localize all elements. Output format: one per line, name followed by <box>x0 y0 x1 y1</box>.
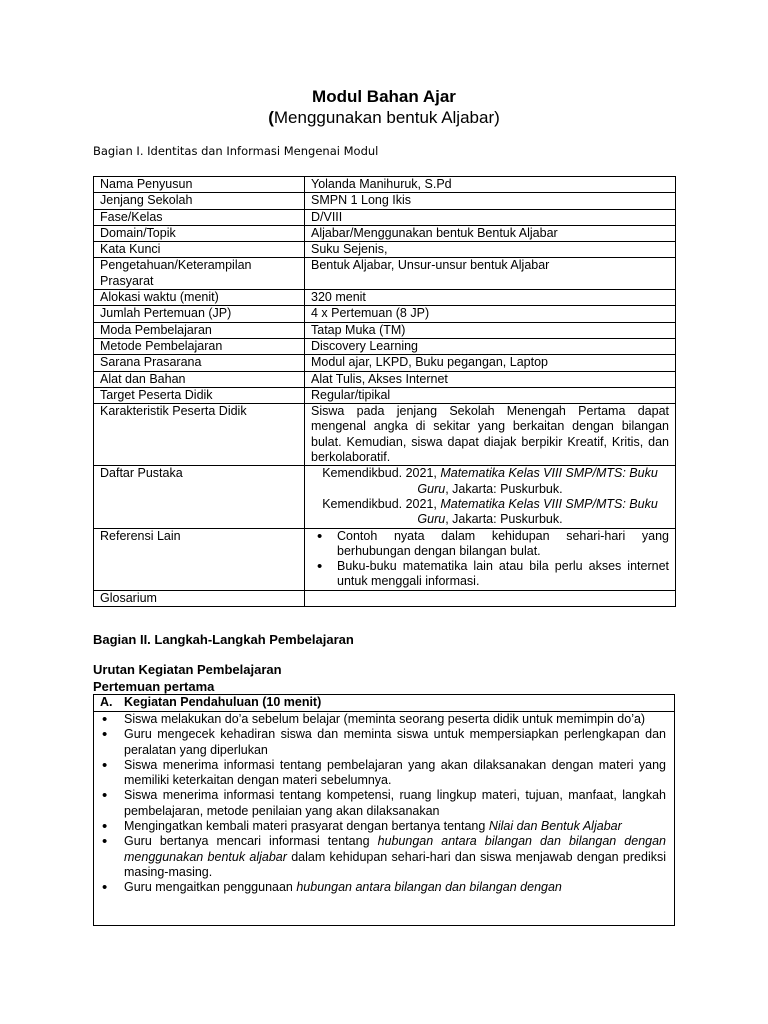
cell-value: Tatap Muka (TM) <box>305 322 676 338</box>
cell-label: Kata Kunci <box>94 242 305 258</box>
item-text: dalam kehidupan sehari-hari dan siswa menjawab dengan prediksi masing-masing. <box>124 849 666 879</box>
cell-value: Modul ajar, LKPD, Buku pegangan, Laptop <box>305 355 676 371</box>
table-row <box>94 371 676 387</box>
table-row <box>94 177 676 193</box>
cell-value: Yolanda Manihuruk, S.Pd <box>305 177 676 193</box>
item-emphasis: hubungan antara bilangan dan bilangan dengan <box>296 880 562 895</box>
table-row <box>94 306 676 322</box>
list-item: • Siswa melakukan do’a sebelum belajar (meminta seorang peserta didik untuk memimpin do’a) <box>124 712 666 727</box>
list-item <box>124 880 666 895</box>
reference-publisher: , Jakarta: Puskurbuk. <box>445 481 563 496</box>
table-row <box>94 355 676 371</box>
cell-value: D/VIII <box>305 209 676 225</box>
identity-table <box>93 176 676 607</box>
list-item: • Buku-buku matematika lain atau bila perlu akses internet untuk menggali informasi. <box>337 559 669 590</box>
cell-label: Glosarium <box>94 590 305 606</box>
cell-label: Alat dan Bahan <box>94 371 305 387</box>
reference-entry <box>311 466 669 497</box>
cell-label: Sarana Prasarana <box>94 355 305 371</box>
reference-publisher: , Jakarta: Puskurbuk. <box>445 512 563 527</box>
list-item <box>124 834 666 880</box>
document-subtitle <box>0 108 768 128</box>
cell-label: Alokasi waktu (menit) <box>94 290 305 306</box>
item-text: Mengingatkan kembali materi prasyarat dengan bertanya tentang <box>124 819 489 834</box>
list-item: • Siswa menerima informasi tentang pembelajaran yang akan dilaksanakan dengan materi yang memiliki keterkaitan dengan materi sebelumnya. <box>124 758 666 789</box>
cell-value: Siswa pada jenjang Sekolah Menengah Pertama dapat mengenal angka di sekitar yang berkaitan dengan bilangan bulat. Kemudian, siswa dapat diajak berpikir Kreatif, Kritis, dan berkolaboratif. <box>305 404 676 466</box>
cell-value: 320 menit <box>305 290 676 306</box>
reference-entry <box>311 497 669 528</box>
item-text: Guru mengaitkan penggunaan <box>124 880 297 895</box>
item-emphasis: hubungan antara bilangan dan bilangan dengan menggunakan bentuk aljabar <box>124 834 666 864</box>
cell-label: Jumlah Pertemuan (JP) <box>94 306 305 322</box>
table-row <box>94 290 676 306</box>
kegiatan-letter: A. <box>100 695 113 709</box>
cell-label: Referensi Lain <box>94 528 305 590</box>
cell-value: Regular/tipikal <box>305 387 676 403</box>
cell-value: Bentuk Aljabar, Unsur-unsur bentuk Aljabar <box>305 258 676 290</box>
list-item: • Guru mengecek kehadiran siswa dan meminta siswa untuk mempersiapkan perlengkapan dan peralatan yang diperlukan <box>124 727 666 758</box>
item-emphasis: Nilai dan Bentuk Aljabar <box>488 819 622 834</box>
cell-value <box>305 528 676 590</box>
cell-label: Moda Pembelajaran <box>94 322 305 338</box>
table-row <box>94 193 676 209</box>
cell-label: Metode Pembelajaran <box>94 338 305 354</box>
cell-value: Alat Tulis, Akses Internet <box>305 371 676 387</box>
cell-value <box>305 466 676 528</box>
cell-value: Discovery Learning <box>305 338 676 354</box>
cell-label: Nama Penyusun <box>94 177 305 193</box>
cell-label: Fase/Kelas <box>94 209 305 225</box>
subtitle-text: Menggunakan bentuk Aljabar) <box>273 108 500 127</box>
table-row <box>94 404 676 466</box>
list-item <box>124 819 666 834</box>
section2-heading: Bagian II. Langkah-Langkah Pembelajaran <box>93 632 354 647</box>
reference-author: Kemendikbud. 2021, <box>322 466 441 481</box>
table-row <box>94 590 676 606</box>
table-row <box>94 225 676 241</box>
cell-value: 4 x Pertemuan (8 JP) <box>305 306 676 322</box>
cell-value <box>305 590 676 606</box>
reference-author: Kemendikbud. 2021, <box>322 496 441 511</box>
kegiatan-list <box>94 712 674 896</box>
pertemuan-heading: Pertemuan pertama <box>93 679 215 694</box>
subtitle-open-paren: ( <box>268 108 274 127</box>
kegiatan-header <box>94 695 674 712</box>
reference-title: Matematika Kelas VIII SMP/MTS: Buku Guru <box>417 466 658 496</box>
list-item: • Siswa menerima informasi tentang kompetensi, ruang lingkup materi, tujuan, manfaat, langkah pembelajaran, metode penilaian yang akan dilaksanakan <box>124 788 666 819</box>
urutan-heading: Urutan Kegiatan Pembelajaran <box>93 662 282 677</box>
bullet-list <box>311 529 669 590</box>
cell-label: Daftar Pustaka <box>94 466 305 528</box>
cell-value: Aljabar/Menggunakan bentuk Bentuk Aljabar <box>305 225 676 241</box>
table-row <box>94 209 676 225</box>
kegiatan-box <box>93 694 675 926</box>
table-row <box>94 242 676 258</box>
cell-label: Domain/Topik <box>94 225 305 241</box>
cell-label: Jenjang Sekolah <box>94 193 305 209</box>
table-row <box>94 338 676 354</box>
table-row <box>94 387 676 403</box>
table-row <box>94 322 676 338</box>
cell-label: Pengetahuan/Keterampilan Prasyarat <box>94 258 305 290</box>
list-item: • Contoh nyata dalam kehidupan sehari-hari yang berhubungan dengan bilangan bulat. <box>337 529 669 560</box>
table-row <box>94 528 676 590</box>
table-row <box>94 258 676 290</box>
section1-heading: Bagian I. Identitas dan Informasi Mengenai Modul <box>93 144 379 158</box>
cell-value: Suku Sejenis, <box>305 242 676 258</box>
reference-title: Matematika Kelas VIII SMP/MTS: Buku Guru <box>417 496 658 527</box>
cell-label: Target Peserta Didik <box>94 387 305 403</box>
document-title: Modul Bahan Ajar <box>312 87 456 106</box>
cell-value: SMPN 1 Long Ikis <box>305 193 676 209</box>
cell-label: Karakteristik Peserta Didik <box>94 404 305 466</box>
item-text: Guru bertanya mencari informasi tentang <box>124 834 378 849</box>
kegiatan-title: Kegiatan Pendahuluan (10 menit) <box>124 695 322 709</box>
table-row <box>94 466 676 528</box>
